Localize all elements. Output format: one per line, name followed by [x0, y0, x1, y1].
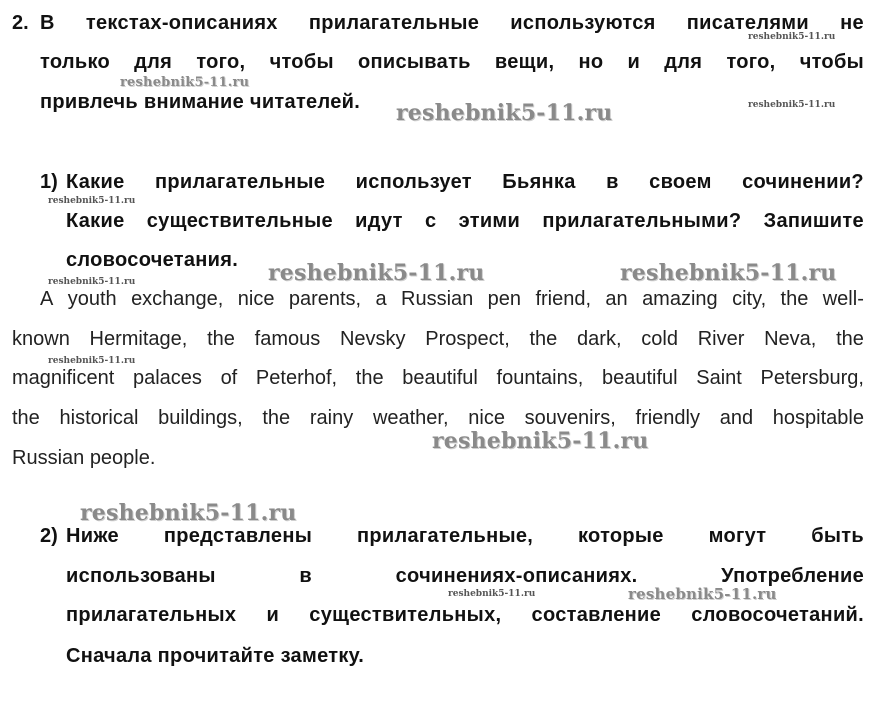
word: amazing [642, 288, 718, 310]
word: идут [355, 210, 403, 232]
word: чтобы [799, 51, 864, 73]
word: Peterhof, [255, 367, 338, 389]
question-2-line-1 [66, 524, 864, 548]
word: the [207, 328, 235, 350]
answer-line-2 [12, 327, 864, 351]
word: для [134, 51, 173, 73]
word: the [836, 328, 864, 350]
word: сочинениях-описаниях. [395, 565, 638, 587]
word: the [12, 407, 40, 429]
task-number: 2. [12, 12, 29, 34]
question-1-line-3: словосочетания. [66, 249, 239, 271]
word: city, [732, 288, 767, 310]
word: the [355, 367, 384, 389]
word: текстах-описаниях [85, 12, 278, 34]
question-2-line-3 [66, 603, 864, 627]
word: словосочетаний. [691, 604, 864, 626]
word: не [840, 12, 864, 34]
question-1-line-2 [66, 209, 864, 233]
word: прилагательные [154, 171, 326, 193]
word: exchange, [131, 288, 224, 310]
word: fountains, [496, 367, 584, 389]
word: своем [649, 171, 712, 193]
word: a [375, 288, 387, 310]
answer-line-5: Russian people. [12, 447, 156, 469]
word: прилагательных [66, 604, 237, 626]
word: the [262, 407, 291, 429]
word: friend, [535, 288, 592, 310]
word: составление [531, 604, 662, 626]
word: для [664, 51, 703, 73]
word: historical [59, 407, 139, 429]
word: pen [487, 288, 522, 310]
word: Запишите [763, 210, 864, 232]
word: Russian [401, 288, 474, 310]
word: Употребление [721, 565, 864, 587]
watermark: reshebnik5-11.ru [120, 75, 250, 90]
word: Hermitage, [89, 328, 188, 350]
watermark: reshebnik5-11.ru [268, 260, 485, 286]
word: the [529, 328, 558, 350]
question-1-line-1 [66, 170, 864, 194]
word: souvenirs, [524, 407, 616, 429]
watermark: reshebnik5-11.ru [620, 260, 837, 286]
watermark: reshebnik5-11.ru [48, 196, 136, 206]
word: сочинении? [742, 171, 864, 193]
word: используются [510, 12, 656, 34]
word: rainy [309, 407, 354, 429]
word: cold [641, 328, 678, 350]
word: существительных, [309, 604, 502, 626]
word: Nevsky [339, 328, 406, 350]
word: но [578, 51, 604, 73]
word: well- [822, 288, 864, 310]
word: nice [237, 288, 275, 310]
word: weather, [372, 407, 449, 429]
question-2-line-4: Сначала прочитайте заметку. [66, 645, 365, 667]
word: an [605, 288, 628, 310]
watermark: reshebnik5-11.ru [748, 32, 836, 42]
word: Бьянка [502, 171, 576, 193]
word: использованы [66, 565, 216, 587]
word: buildings, [158, 407, 243, 429]
word: Saint [696, 367, 742, 389]
word: River [697, 328, 745, 350]
word: and [719, 407, 754, 429]
word: Petersburg, [760, 367, 864, 389]
word: the [780, 288, 809, 310]
word: могут [708, 525, 767, 547]
word: с [424, 210, 437, 232]
word: представлены [163, 525, 313, 547]
word: существительные [146, 210, 333, 232]
watermark: reshebnik5-11.ru [432, 428, 649, 454]
word: of [220, 367, 238, 389]
word: того, [726, 51, 776, 73]
answer-line-3 [12, 366, 864, 390]
watermark: reshebnik5-11.ru [396, 100, 613, 126]
task-line-3: привлечь внимание читателей. [40, 91, 361, 113]
watermark: reshebnik5-11.ru [80, 500, 297, 526]
word: beautiful [601, 367, 678, 389]
word: dark, [577, 328, 622, 350]
task-line-1 [40, 11, 864, 35]
word: использует [355, 171, 472, 193]
word: и [627, 51, 641, 73]
word: того, [196, 51, 246, 73]
word: описывать [358, 51, 471, 73]
word: и [266, 604, 280, 626]
word: famous [254, 328, 321, 350]
word: friendly [635, 407, 700, 429]
word: прилагательные [308, 12, 480, 34]
watermark: reshebnik5-11.ru [48, 277, 136, 287]
answer-line-1 [40, 287, 864, 311]
word: чтобы [269, 51, 334, 73]
word: youth [67, 288, 117, 310]
word: писателями [686, 12, 809, 34]
word: nice [468, 407, 505, 429]
word: в [299, 565, 313, 587]
word: parents, [288, 288, 362, 310]
word: прилагательными? [542, 210, 742, 232]
word: Prospect, [425, 328, 510, 350]
word: вещи, [494, 51, 555, 73]
word: A [40, 288, 54, 310]
word: Какие [66, 210, 125, 232]
question-2-number: 2) [40, 525, 58, 547]
watermark: reshebnik5-11.ru [628, 585, 777, 603]
watermark: reshebnik5-11.ru [48, 356, 136, 366]
word: magnificent [12, 367, 115, 389]
word: быть [811, 525, 864, 547]
word: Ниже [66, 525, 119, 547]
word: Neva, [764, 328, 817, 350]
answer-line-4 [12, 406, 864, 430]
word: В [40, 12, 55, 34]
watermark: reshebnik5-11.ru [448, 589, 536, 599]
word: которые [578, 525, 664, 547]
word: palaces [132, 367, 202, 389]
word: этими [458, 210, 521, 232]
word: known [12, 328, 70, 350]
word: beautiful [402, 367, 478, 389]
word: hospitable [772, 407, 864, 429]
word: только [40, 51, 111, 73]
word: в [606, 171, 619, 193]
watermark: reshebnik5-11.ru [748, 100, 836, 110]
question-1-number: 1) [40, 171, 58, 193]
word: Какие [66, 171, 125, 193]
task-line-2 [40, 50, 864, 74]
word: прилагательные, [356, 525, 534, 547]
